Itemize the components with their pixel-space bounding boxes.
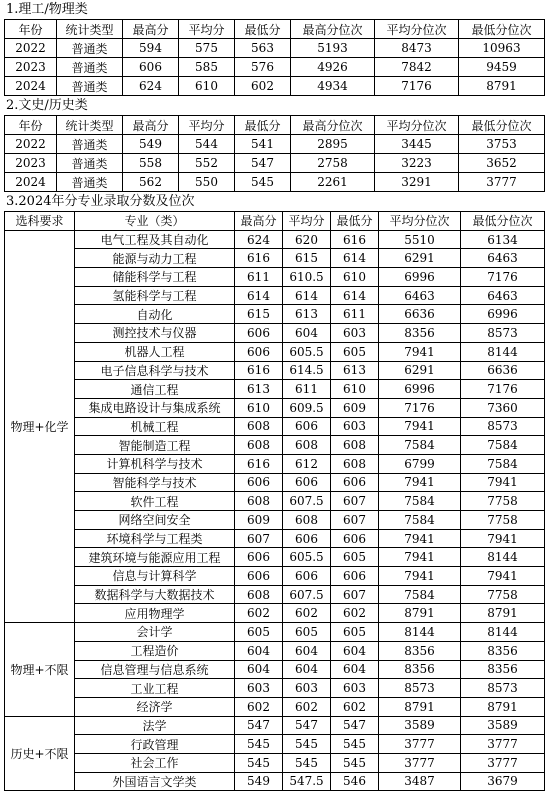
- table-cell: 3652: [459, 154, 545, 173]
- table-cell: 2758: [291, 154, 375, 173]
- table-cell: 602: [235, 77, 291, 96]
- table-cell: 7584: [461, 436, 545, 455]
- major-row: [5, 753, 545, 772]
- table-cell: 606: [283, 417, 331, 436]
- table-cell: 615: [283, 249, 331, 268]
- major-row: [5, 454, 545, 473]
- section2-title: 2.文史/历史类: [6, 98, 88, 113]
- table-cell: 7584: [379, 585, 461, 604]
- table-cell: 8791: [461, 604, 545, 623]
- table-cell: 602: [331, 604, 379, 623]
- table-cell: 546: [331, 772, 379, 791]
- major-row: [5, 716, 545, 735]
- major-name-cell: 网络空间安全: [75, 511, 235, 530]
- major-name-cell: 通信工程: [75, 380, 235, 399]
- table-cell: 606: [283, 567, 331, 586]
- table-cell: 7584: [379, 511, 461, 530]
- table-cell: 普通类: [57, 77, 123, 96]
- table-cell: 6463: [379, 286, 461, 305]
- table-cell: 602: [283, 697, 331, 716]
- table-cell: 608: [331, 454, 379, 473]
- table-cell: 8791: [379, 604, 461, 623]
- column-header: 平均分位次: [379, 212, 461, 231]
- table-cell: 607: [331, 585, 379, 604]
- section2-table: [4, 115, 545, 192]
- table-cell: 2023: [5, 58, 57, 77]
- column-header: 最高分: [123, 116, 179, 135]
- table-cell: 614: [331, 286, 379, 305]
- table-cell: 3679: [461, 772, 545, 791]
- table-cell: 8573: [379, 679, 461, 698]
- table-cell: 8144: [461, 342, 545, 361]
- table-cell: 7758: [461, 585, 545, 604]
- major-name-cell: 信息与计算科学: [75, 567, 235, 586]
- column-header: 专业（类）: [75, 212, 235, 231]
- table-cell: 611: [331, 305, 379, 324]
- table-cell: 603: [331, 679, 379, 698]
- table-cell: 2022: [5, 39, 57, 58]
- table-cell: 606: [331, 567, 379, 586]
- table-cell: 3589: [379, 716, 461, 735]
- table-cell: 6463: [461, 249, 545, 268]
- table-cell: 563: [235, 39, 291, 58]
- table-cell: 545: [235, 735, 283, 754]
- major-name-cell: 数据科学与大数据技术: [75, 585, 235, 604]
- table-cell: 545: [283, 735, 331, 754]
- table-cell: 8573: [461, 324, 545, 343]
- major-row: [5, 511, 545, 530]
- table-cell: 5193: [291, 39, 375, 58]
- table-cell: 606: [331, 473, 379, 492]
- table-cell: 7941: [461, 529, 545, 548]
- table-cell: 605: [331, 623, 379, 642]
- major-name-cell: 自动化: [75, 305, 235, 324]
- table-cell: 607: [235, 529, 283, 548]
- column-header: 最低分位次: [461, 212, 545, 231]
- table-cell: 616: [331, 230, 379, 249]
- table-cell: 4926: [291, 58, 375, 77]
- table-cell: 611: [235, 268, 283, 287]
- column-header: 最低分位次: [459, 116, 545, 135]
- table-cell: 6463: [461, 286, 545, 305]
- subject-requirement-cell: 物理+不限: [5, 623, 75, 716]
- table-cell: 610: [179, 77, 235, 96]
- table-cell: 2895: [291, 135, 375, 154]
- major-name-cell: 智能制造工程: [75, 436, 235, 455]
- table-cell: 613: [283, 305, 331, 324]
- table-cell: 7941: [461, 567, 545, 586]
- major-name-cell: 软件工程: [75, 492, 235, 511]
- table-cell: 7584: [461, 454, 545, 473]
- table-cell: 6996: [461, 305, 545, 324]
- table-cell: 608: [235, 492, 283, 511]
- table-cell: 602: [235, 604, 283, 623]
- table-cell: 3223: [375, 154, 459, 173]
- column-header: 最高分位次: [291, 20, 375, 39]
- table-cell: 8356: [461, 641, 545, 660]
- table-row: [5, 154, 545, 173]
- table-cell: 614: [331, 249, 379, 268]
- table-cell: 606: [283, 473, 331, 492]
- major-name-cell: 计算机科学与技术: [75, 454, 235, 473]
- table-cell: 610: [331, 380, 379, 399]
- major-name-cell: 机器人工程: [75, 342, 235, 361]
- table-cell: 6291: [379, 361, 461, 380]
- table-cell: 616: [235, 361, 283, 380]
- column-header: 年份: [5, 116, 57, 135]
- major-row: [5, 361, 545, 380]
- major-row: [5, 249, 545, 268]
- table-cell: 3589: [461, 716, 545, 735]
- major-name-cell: 电气工程及其自动化: [75, 230, 235, 249]
- major-row: [5, 623, 545, 642]
- table-cell: 624: [123, 77, 179, 96]
- table-cell: 608: [283, 436, 331, 455]
- table-cell: 8791: [379, 697, 461, 716]
- table-cell: 3777: [461, 753, 545, 772]
- major-row: [5, 268, 545, 287]
- major-name-cell: 氢能科学与工程: [75, 286, 235, 305]
- table-cell: 2022: [5, 135, 57, 154]
- major-row: [5, 679, 545, 698]
- table-cell: 614.5: [283, 361, 331, 380]
- column-header: 年份: [5, 20, 57, 39]
- table-cell: 7758: [461, 511, 545, 530]
- major-row: [5, 641, 545, 660]
- table-cell: 2261: [291, 173, 375, 192]
- table-cell: 585: [179, 58, 235, 77]
- table-cell: 610.5: [283, 268, 331, 287]
- major-row: [5, 772, 545, 791]
- table-cell: 8473: [375, 39, 459, 58]
- section1-title: 1.理工/物理类: [6, 2, 88, 17]
- table-row: [5, 39, 545, 58]
- table-cell: 609: [235, 511, 283, 530]
- table-cell: 2024: [5, 77, 57, 96]
- table-cell: 7941: [461, 473, 545, 492]
- column-header: 平均分: [179, 20, 235, 39]
- major-name-cell: 环境科学与工程类: [75, 529, 235, 548]
- table-cell: 3777: [461, 735, 545, 754]
- table-cell: 普通类: [57, 154, 123, 173]
- table-cell: 7584: [379, 436, 461, 455]
- table-cell: 607: [331, 492, 379, 511]
- table-cell: 545: [283, 753, 331, 772]
- table-cell: 普通类: [57, 39, 123, 58]
- column-header: 最高分位次: [291, 116, 375, 135]
- table-cell: 8791: [461, 697, 545, 716]
- major-row: [5, 230, 545, 249]
- header-row: [5, 116, 545, 135]
- major-row: [5, 473, 545, 492]
- major-row: [5, 492, 545, 511]
- major-row: [5, 567, 545, 586]
- major-row: [5, 585, 545, 604]
- table-cell: 549: [123, 135, 179, 154]
- table-cell: 604: [283, 324, 331, 343]
- major-name-cell: 储能科学与工程: [75, 268, 235, 287]
- table-cell: 3445: [375, 135, 459, 154]
- table-cell: 613: [235, 380, 283, 399]
- major-row: [5, 324, 545, 343]
- table-cell: 9459: [459, 58, 545, 77]
- table-row: [5, 77, 545, 96]
- table-cell: 612: [283, 454, 331, 473]
- table-cell: 602: [235, 697, 283, 716]
- major-name-cell: 集成电路设计与集成系统: [75, 398, 235, 417]
- table-cell: 609.5: [283, 398, 331, 417]
- table-cell: 8573: [461, 417, 545, 436]
- major-name-cell: 电子信息科学与技术: [75, 361, 235, 380]
- table-cell: 普通类: [57, 135, 123, 154]
- column-header: 平均分: [179, 116, 235, 135]
- table-cell: 7176: [461, 380, 545, 399]
- table-cell: 608: [283, 511, 331, 530]
- table-cell: 8356: [379, 641, 461, 660]
- table-cell: 8144: [461, 623, 545, 642]
- table-cell: 6996: [379, 380, 461, 399]
- major-row: [5, 529, 545, 548]
- major-row: [5, 380, 545, 399]
- table-cell: 602: [331, 697, 379, 716]
- table-cell: 606: [331, 529, 379, 548]
- major-name-cell: 社会工作: [75, 753, 235, 772]
- table-cell: 6291: [379, 249, 461, 268]
- table-cell: 608: [235, 417, 283, 436]
- table-cell: 594: [123, 39, 179, 58]
- subject-requirement-cell: 历史+不限: [5, 716, 75, 791]
- major-row: [5, 398, 545, 417]
- table-cell: 7842: [375, 58, 459, 77]
- table-cell: 普通类: [57, 173, 123, 192]
- major-name-cell: 工程造价: [75, 641, 235, 660]
- table-cell: 8356: [461, 660, 545, 679]
- table-cell: 620: [283, 230, 331, 249]
- column-header: 平均分位次: [375, 116, 459, 135]
- major-name-cell: 机械工程: [75, 417, 235, 436]
- table-cell: 8791: [459, 77, 545, 96]
- table-cell: 547: [331, 716, 379, 735]
- major-row: [5, 735, 545, 754]
- table-cell: 550: [179, 173, 235, 192]
- major-name-cell: 建筑环境与能源应用工程: [75, 548, 235, 567]
- table-cell: 549: [235, 772, 283, 791]
- table-cell: 607.5: [283, 492, 331, 511]
- table-cell: 545: [331, 735, 379, 754]
- table-cell: 7360: [461, 398, 545, 417]
- table-cell: 547.5: [283, 772, 331, 791]
- table-cell: 608: [331, 436, 379, 455]
- table-cell: 611: [283, 380, 331, 399]
- subject-requirement-cell: 物理+化学: [5, 230, 75, 622]
- major-name-cell: 行政管理: [75, 735, 235, 754]
- table-cell: 547: [235, 716, 283, 735]
- table-cell: 614: [283, 286, 331, 305]
- table-cell: 604: [331, 660, 379, 679]
- table-cell: 606: [235, 473, 283, 492]
- table-row: [5, 135, 545, 154]
- table-cell: 545: [235, 173, 291, 192]
- major-row: [5, 604, 545, 623]
- major-row: [5, 305, 545, 324]
- table-cell: 608: [235, 436, 283, 455]
- table-cell: 604: [283, 660, 331, 679]
- table-cell: 608: [235, 585, 283, 604]
- table-cell: 605: [331, 342, 379, 361]
- table-cell: 576: [235, 58, 291, 77]
- major-name-cell: 测控技术与仪器: [75, 324, 235, 343]
- major-row: [5, 697, 545, 716]
- table-cell: 6996: [379, 268, 461, 287]
- table-cell: 613: [331, 361, 379, 380]
- table-cell: 7941: [379, 548, 461, 567]
- table-cell: 615: [235, 305, 283, 324]
- table-cell: 604: [283, 641, 331, 660]
- table-cell: 604: [331, 641, 379, 660]
- table-cell: 7941: [379, 567, 461, 586]
- table-cell: 604: [235, 660, 283, 679]
- major-name-cell: 工业工程: [75, 679, 235, 698]
- table-cell: 603: [283, 679, 331, 698]
- major-row: [5, 548, 545, 567]
- table-cell: 7584: [379, 492, 461, 511]
- table-cell: 7176: [461, 268, 545, 287]
- table-cell: 545: [235, 753, 283, 772]
- table-cell: 547: [235, 154, 291, 173]
- table-cell: 603: [235, 679, 283, 698]
- table-cell: 605.5: [283, 548, 331, 567]
- table-cell: 544: [179, 135, 235, 154]
- major-name-cell: 法学: [75, 716, 235, 735]
- table-cell: 602: [283, 604, 331, 623]
- table-cell: 547: [283, 716, 331, 735]
- header-row: [5, 20, 545, 39]
- table-cell: 610: [331, 268, 379, 287]
- table-row: [5, 58, 545, 77]
- table-cell: 3777: [459, 173, 545, 192]
- table-cell: 606: [235, 548, 283, 567]
- table-cell: 614: [235, 286, 283, 305]
- table-cell: 606: [235, 567, 283, 586]
- table-cell: 2024: [5, 173, 57, 192]
- table-cell: 541: [235, 135, 291, 154]
- table-cell: 3753: [459, 135, 545, 154]
- table-row: [5, 173, 545, 192]
- table-cell: 606: [235, 342, 283, 361]
- table-cell: 3777: [379, 735, 461, 754]
- table-cell: 7758: [461, 492, 545, 511]
- table-cell: 607: [331, 511, 379, 530]
- table-cell: 607.5: [283, 585, 331, 604]
- table-cell: 605: [283, 623, 331, 642]
- column-header: 平均分位次: [375, 20, 459, 39]
- major-name-cell: 能源与动力工程: [75, 249, 235, 268]
- table-cell: 8144: [461, 548, 545, 567]
- table-cell: 10963: [459, 39, 545, 58]
- column-header: 最高分: [123, 20, 179, 39]
- major-name-cell: 经济学: [75, 697, 235, 716]
- column-header: 统计类型: [57, 20, 123, 39]
- section3-table: [4, 211, 545, 791]
- table-cell: 8356: [379, 324, 461, 343]
- table-cell: 605: [235, 623, 283, 642]
- table-cell: 7941: [379, 529, 461, 548]
- table-cell: 3291: [375, 173, 459, 192]
- table-cell: 2023: [5, 154, 57, 173]
- table-cell: 3487: [379, 772, 461, 791]
- column-header: 统计类型: [57, 116, 123, 135]
- table-cell: 6636: [461, 361, 545, 380]
- major-row: [5, 286, 545, 305]
- table-cell: 普通类: [57, 58, 123, 77]
- table-cell: 558: [123, 154, 179, 173]
- table-cell: 605: [331, 548, 379, 567]
- table-cell: 3777: [379, 753, 461, 772]
- table-cell: 8573: [461, 679, 545, 698]
- table-cell: 616: [235, 249, 283, 268]
- table-cell: 605.5: [283, 342, 331, 361]
- column-header: 最低分: [331, 212, 379, 231]
- table-cell: 606: [123, 58, 179, 77]
- table-cell: 610: [235, 398, 283, 417]
- table-cell: 7941: [379, 473, 461, 492]
- column-header: 最低分位次: [459, 20, 545, 39]
- table-cell: 606: [283, 529, 331, 548]
- table-cell: 552: [179, 154, 235, 173]
- column-header: 最低分: [235, 20, 291, 39]
- table-cell: 6134: [461, 230, 545, 249]
- table-cell: 616: [235, 454, 283, 473]
- major-name-cell: 外国语言文学类: [75, 772, 235, 791]
- column-header: 最低分: [235, 116, 291, 135]
- section1-table: [4, 19, 545, 96]
- major-row: [5, 436, 545, 455]
- table-cell: 604: [235, 641, 283, 660]
- table-cell: 7176: [375, 77, 459, 96]
- section3-title: 3.2024年分专业录取分数及位次: [6, 194, 195, 209]
- table-cell: 624: [235, 230, 283, 249]
- table-cell: 5510: [379, 230, 461, 249]
- table-cell: 609: [331, 398, 379, 417]
- major-name-cell: 智能科学与技术: [75, 473, 235, 492]
- table-cell: 7176: [379, 398, 461, 417]
- table-cell: 8356: [379, 660, 461, 679]
- table-cell: 562: [123, 173, 179, 192]
- header-row: [5, 212, 545, 231]
- table-cell: 603: [331, 417, 379, 436]
- major-row: [5, 660, 545, 679]
- major-row: [5, 342, 545, 361]
- column-header: 最高分: [235, 212, 283, 231]
- table-cell: 545: [331, 753, 379, 772]
- major-row: [5, 417, 545, 436]
- column-header: 平均分: [283, 212, 331, 231]
- table-cell: 6636: [379, 305, 461, 324]
- table-cell: 6799: [379, 454, 461, 473]
- table-cell: 7941: [379, 342, 461, 361]
- table-cell: 7941: [379, 417, 461, 436]
- table-cell: 603: [331, 324, 379, 343]
- table-cell: 575: [179, 39, 235, 58]
- major-name-cell: 会计学: [75, 623, 235, 642]
- table-cell: 606: [235, 324, 283, 343]
- column-header: 选科要求: [5, 212, 75, 231]
- major-name-cell: 应用物理学: [75, 604, 235, 623]
- table-cell: 4934: [291, 77, 375, 96]
- table-cell: 8144: [379, 623, 461, 642]
- major-name-cell: 信息管理与信息系统: [75, 660, 235, 679]
